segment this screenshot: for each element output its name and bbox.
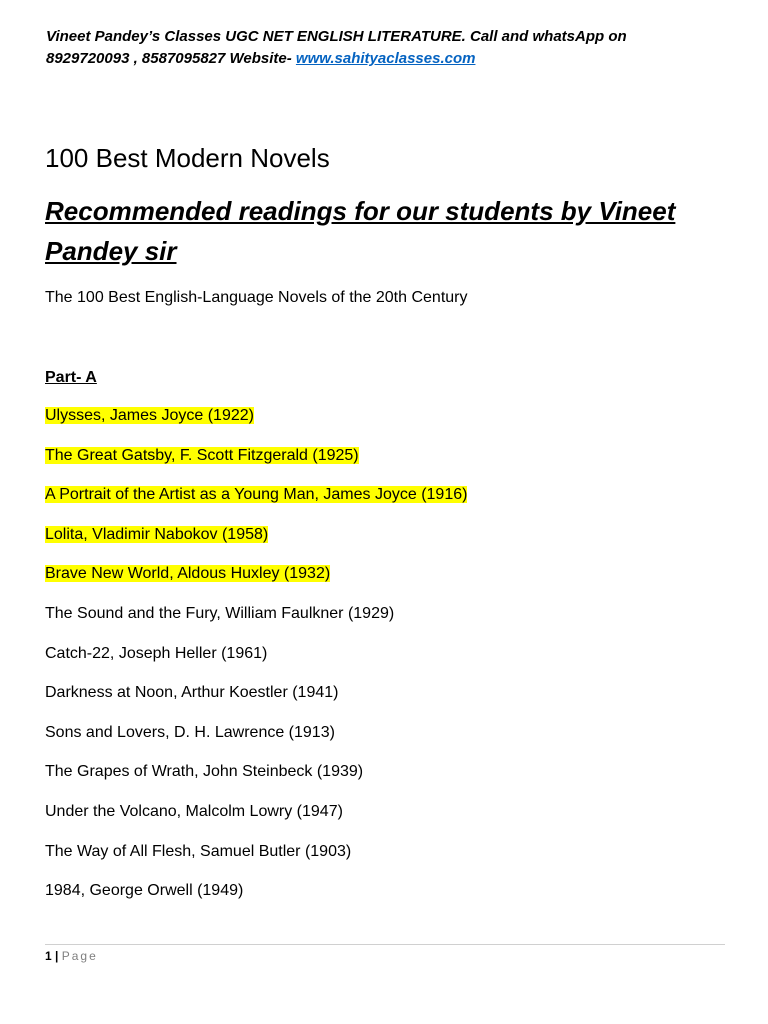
list-item <box>45 879 467 919</box>
website-link[interactable]: www.sahityaclasses.com <box>295 50 476 67</box>
novel-entry: The Way of All Flesh, Samuel Butler (1903) <box>45 842 352 860</box>
part-heading: Part- A <box>45 369 97 386</box>
page-word: Page <box>61 949 98 963</box>
header-line-1: Vineet Pandey’s Classes UGC NET ENGLISH LITERATURE. Call and whatsApp on <box>46 28 627 45</box>
novel-entry: Ulysses, James Joyce (1922) <box>45 407 254 424</box>
novel-entry: 1984, George Orwell (1949) <box>45 882 244 900</box>
footer-separator: | <box>55 949 59 963</box>
page-header <box>46 26 726 70</box>
list-item <box>45 523 467 563</box>
novel-entry: The Grapes of Wrath, John Steinbeck (1939) <box>45 763 364 781</box>
list-item <box>45 721 467 761</box>
document-subtitle: Recommended readings for our students by Vineet Pandey sir <box>45 196 676 266</box>
page-number: 1 <box>45 949 52 963</box>
novel-entry: Sons and Lovers, D. H. Lawrence (1913) <box>45 723 335 741</box>
list-item <box>45 681 467 721</box>
novel-entry: Darkness at Noon, Arthur Koestler (1941) <box>45 684 339 702</box>
novel-entry: The Great Gatsby, F. Scott Fitzgerald (1925) <box>45 446 359 464</box>
novel-entry: A Portrait of the Artist as a Young Man, James Joyce (1916) <box>45 486 468 504</box>
list-item <box>45 404 467 444</box>
page-footer <box>45 947 98 965</box>
list-item <box>45 760 467 800</box>
novel-entry: Lolita, Vladimir Nabokov (1958) <box>45 525 269 543</box>
list-item <box>45 642 467 682</box>
novel-list <box>45 404 467 919</box>
novel-entry: The Sound and the Fury, William Faulkner (1929) <box>45 604 395 622</box>
intro-text: The 100 Best English-Language Novels of the 20th Century <box>45 289 468 306</box>
list-item <box>45 562 467 602</box>
header-line-2 <box>46 48 726 70</box>
header-phone-numbers: 8929720093 , 8587095827 Website- <box>46 50 296 67</box>
novel-entry: Under the Volcano, Malcolm Lowry (1947) <box>45 802 343 820</box>
list-item <box>45 840 467 880</box>
list-item <box>45 444 467 484</box>
footer-divider <box>45 944 725 945</box>
novel-entry: Catch-22, Joseph Heller (1961) <box>45 644 268 662</box>
list-item <box>45 800 467 840</box>
list-item <box>45 602 467 642</box>
novel-entry: Brave New World, Aldous Huxley (1932) <box>45 565 331 583</box>
list-item <box>45 483 467 523</box>
document-title: 100 Best Modern Novels <box>45 143 330 173</box>
